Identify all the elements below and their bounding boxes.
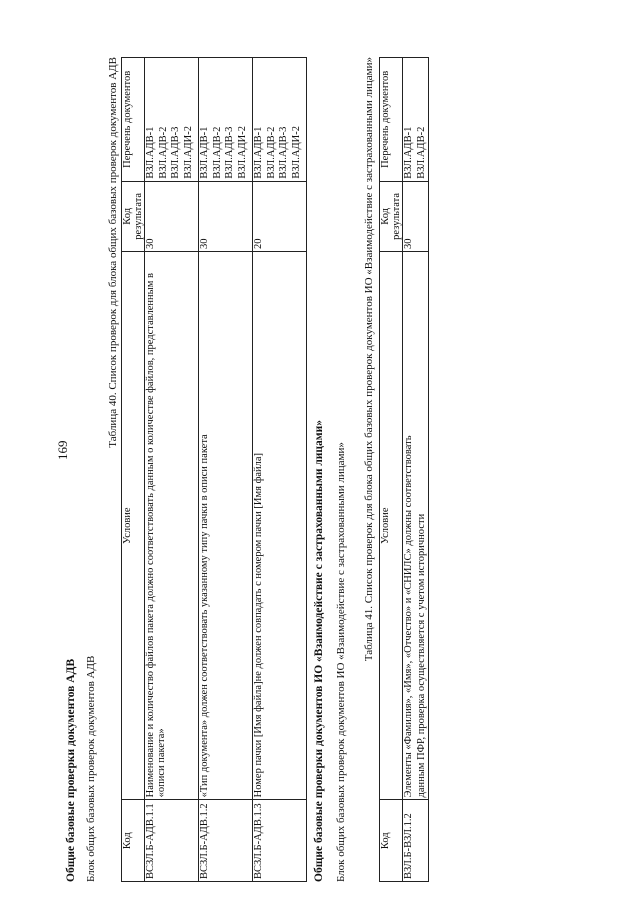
- row-code: ВСЗЛ.Б-АДВ.1.3: [253, 800, 307, 882]
- table41-header-condition: Условие: [380, 252, 403, 800]
- table40-caption: Таблица 40. Список проверок для блока общих базовых проверок документов АДВ: [107, 57, 119, 448]
- doc-item: ВЗЛ.АДВ-1: [253, 126, 264, 179]
- table-40: [121, 57, 307, 882]
- row-condition: Номер пачки [Имя файла]не должен совпадать с номером пачки [Имя файла]: [253, 252, 307, 800]
- rotated-content: [65, 57, 445, 882]
- table40-header-docs: Перечень документов: [122, 58, 145, 182]
- table-row: [253, 58, 307, 882]
- table41-caption: Таблица 41. Список проверок для блока общих базовых проверок документов ИО «Взаимодействие с застрахованными лицами»: [363, 57, 375, 662]
- row-docs: [403, 58, 429, 182]
- table40-header-row: [122, 58, 145, 882]
- table41-header-row: [380, 58, 403, 882]
- doc-item: ВЗЛ.АДВ-2: [211, 126, 223, 179]
- section2-subheading: Блок общих базовых проверок документов ИО «Взаимодействие с застрахованными лицами»: [335, 442, 347, 882]
- table-row: [199, 58, 253, 882]
- row-result: 20: [253, 181, 307, 251]
- row-code: ВСЗЛ.Б-АДВ.1.2: [199, 800, 253, 882]
- doc-item: ВЗЛ.АДИ-2: [182, 126, 194, 179]
- table40-header-result: Код результата: [122, 181, 145, 251]
- doc-item: ВЗЛ.АДВ-1: [403, 126, 414, 179]
- section1-heading: Общие базовые проверки документов АДВ: [65, 658, 77, 882]
- row-docs: [253, 58, 307, 182]
- row-condition: [403, 252, 429, 800]
- doc-item: ВЗЛ.АДВ-1: [145, 126, 156, 179]
- doc-item: ВЗЛ.АДВ-2: [157, 126, 169, 179]
- row-docs: [145, 58, 199, 182]
- table41-header-docs: Перечень документов: [380, 58, 403, 182]
- doc-item: ВЗЛ.АДИ-2: [236, 126, 248, 179]
- row-condition: «Тип документа» должен соответствовать указанному типу пачки в описи пакета: [199, 252, 253, 800]
- doc-item: ВЗЛ.АДВ-3: [278, 126, 289, 179]
- row-code: ВЗЛ.Б-ВЗЛ.1.2: [403, 800, 429, 882]
- row-code: ВСЗЛ.Б-АДВ.1.1: [145, 800, 199, 882]
- table-41: [379, 57, 429, 882]
- page-number: 169: [55, 440, 70, 460]
- row-result: 30: [403, 181, 429, 251]
- row-result: 30: [199, 181, 253, 251]
- section2-heading: Общие базовые проверки документов ИО «Взаимодействие с застрахованными лицами»: [313, 419, 325, 882]
- doc-item: ВЗЛ.АДВ-2: [415, 126, 427, 179]
- row-docs: [199, 58, 253, 182]
- row-result: 30: [145, 181, 199, 251]
- condition-line: данным ПФР, проверка осуществляется с учетом историчности: [415, 513, 427, 798]
- doc-item: ВЗЛ.АДВ-2: [265, 126, 277, 179]
- table41-header-code: Код: [380, 800, 403, 882]
- doc-item: ВЗЛ.АДИ-2: [290, 126, 302, 179]
- table-row: [145, 58, 199, 882]
- row-condition: Наименование и количество файлов пакета должно соответствовать данным о количестве файлов, представленным в «описи пакета»: [145, 252, 199, 800]
- section1-subheading: Блок общих базовых проверок документов АДВ: [85, 655, 97, 882]
- condition-line: Элементы «Фамилия», «Имя», «Отчество» и «СНИЛС» должны соответствовать: [403, 435, 414, 798]
- doc-item: ВЗЛ.АДВ-3: [224, 126, 235, 179]
- doc-item: ВЗЛ.АДВ-1: [199, 126, 210, 179]
- table40-header-code: Код: [122, 800, 145, 882]
- table-row: [403, 58, 429, 882]
- doc-item: ВЗЛ.АДВ-3: [170, 126, 181, 179]
- table41-header-result: Код результата: [380, 181, 403, 251]
- table40-header-condition: Условие: [122, 252, 145, 800]
